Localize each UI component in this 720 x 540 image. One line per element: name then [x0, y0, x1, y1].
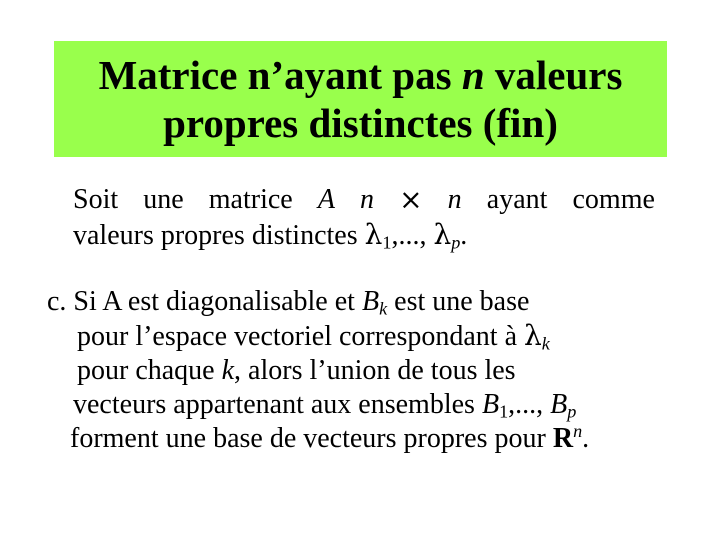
text: c. Si A est diagonalisable et: [47, 286, 362, 317]
subscript: k: [541, 333, 550, 354]
variable-k: k: [221, 355, 235, 386]
lambda-symbol: λ: [433, 218, 452, 251]
intro-paragraph: [73, 182, 655, 253]
point-c-line-3: [47, 354, 687, 388]
variable-n: n: [447, 184, 462, 215]
lambda-symbol: λ: [524, 319, 542, 352]
text: , alors l’union de tous les: [234, 355, 516, 386]
text: pour l’espace vectoriel correspondant à: [77, 321, 525, 352]
word: une: [143, 184, 184, 215]
times-symbol: ×: [399, 183, 423, 216]
subscript: 1: [382, 232, 392, 253]
lambda-symbol: λ: [364, 218, 383, 251]
text: forment une base de vecteurs propres pour: [70, 423, 553, 454]
subscript: p: [451, 232, 461, 253]
title-variable-n: n: [461, 52, 485, 98]
intro-line-1: [73, 182, 655, 217]
word: Soit: [73, 184, 119, 215]
superscript: n: [573, 421, 583, 441]
real-numbers-symbol: R: [552, 423, 574, 454]
variable-a: A: [317, 184, 335, 215]
point-c-line-1: [47, 285, 687, 319]
word: matrice: [208, 184, 293, 215]
text: .: [460, 220, 468, 251]
text: vecteurs appartenant aux ensembles: [73, 389, 482, 420]
point-c-paragraph: [47, 285, 687, 456]
title-box: [54, 41, 667, 157]
subscript: k: [379, 298, 388, 319]
title-line-1: [99, 51, 623, 99]
title-line-2: propres distinctes (fin): [163, 100, 558, 146]
variable-b: B: [550, 389, 568, 420]
point-c-line-2: [47, 319, 687, 354]
title-text: valeurs: [484, 52, 623, 98]
point-c-line-5: [47, 422, 687, 456]
variable-b: B: [361, 286, 380, 317]
text: ,...,: [391, 220, 434, 251]
title-text: Matrice n’ayant pas: [98, 52, 462, 98]
word: ayant: [486, 184, 548, 215]
variable-n: n: [360, 184, 375, 215]
point-c-line-4: [47, 388, 687, 422]
text: ,...,: [508, 389, 551, 420]
subscript: p: [567, 401, 577, 422]
text: valeurs propres distinctes: [73, 220, 365, 251]
word: comme: [572, 184, 655, 215]
variable-b: B: [481, 389, 500, 420]
intro-line-2: [73, 217, 655, 253]
text: .: [582, 423, 590, 454]
text: pour chaque: [77, 355, 222, 386]
subscript: 1: [499, 401, 509, 422]
text: est une base: [387, 286, 530, 317]
